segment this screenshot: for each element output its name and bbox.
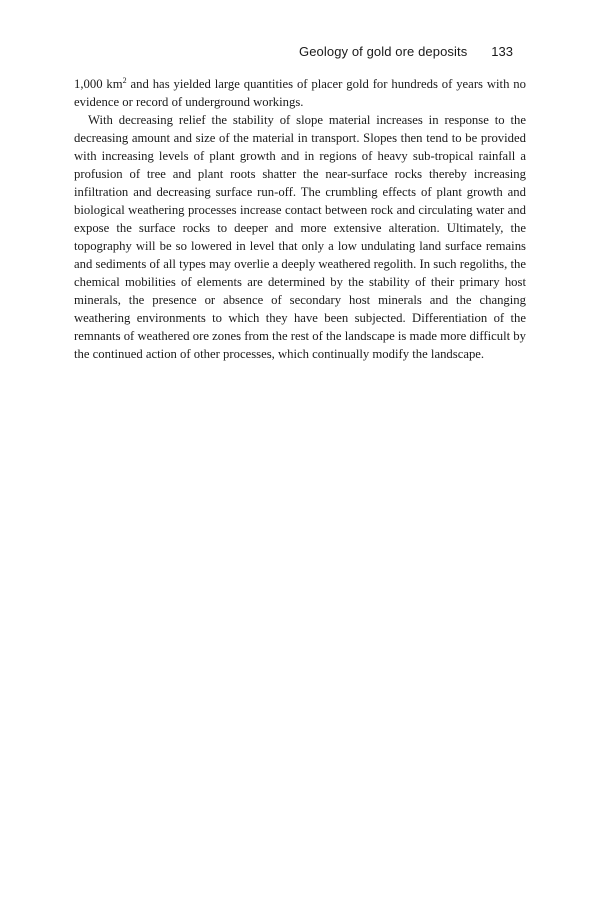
area-value: 1,000 km bbox=[74, 77, 123, 91]
paragraph-1-text: and has yielded large quantities of placer gold for hundreds of years with no evidence or record of underground workings. bbox=[74, 77, 526, 109]
paragraph-continued bbox=[74, 75, 526, 111]
body-text bbox=[74, 75, 526, 363]
running-title: Geology of gold ore deposits bbox=[299, 44, 468, 59]
area-superscript: 2 bbox=[122, 75, 127, 85]
paragraph-2: With decreasing relief the stability of slope material increases in response to the decreasing amount and size of the material in transport. Slopes then tend to be provided with increasing levels of plant growth and in regions of heavy sub-tropical rainfall a profusion of tree and plant roots shatter the near-surface rocks thereby increasing infiltration and decreasing surface run-off. The crumbling effects of plant growth and biological weathering processes increase contact between rock and circulating water and expose the surface rocks to deeper and more extensive alteration. Ultimately, the topography will be so lowered in level that only a low undulating land surface remains and sediments of all types may overlie a deeply weathered regolith. In such regoliths, the chemical mobilities of elements are determined by the stability of their primary host minerals, the presence or absence of secondary host minerals and the changing weathering environments to which they have been subjected. Differentiation of the remnants of weathered ore zones from the rest of the landscape is made more difficult by the continued action of other processes, which continually modify the landscape. bbox=[74, 113, 526, 361]
page-number: 133 bbox=[491, 44, 513, 59]
running-head bbox=[299, 44, 513, 59]
